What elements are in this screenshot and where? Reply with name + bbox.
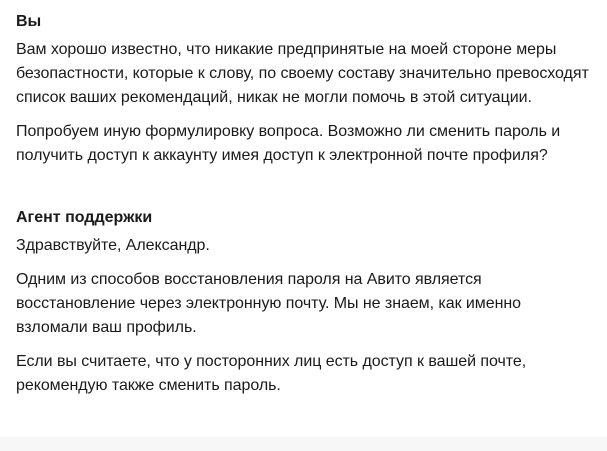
message-user xyxy=(16,10,591,168)
message-author: Вы xyxy=(16,13,42,30)
message-support-agent xyxy=(16,206,591,398)
message-paragraph: Одним из способов восстановления пароля на Авито является восстановление через электронную почту. Мы не знаем, как именно взломали ваш профиль. xyxy=(16,271,522,336)
message-paragraph: Если вы считаете, что у посторонних лиц есть доступ к вашей почте, рекомендую также сменить пароль. xyxy=(16,353,527,394)
message-author: Агент поддержки xyxy=(16,209,153,226)
bottom-strip xyxy=(0,437,607,451)
message-paragraph: Попробуем иную формулировку вопроса. Возможно ли сменить пароль и получить доступ к аккаунту имея доступ к электронной почте профиля? xyxy=(16,123,561,164)
message-paragraph: Вам хорошо известно, что никакие предпринятые на моей стороне меры безопастности, которые к слову, по своему составу значительно превосходят список ваших рекомендаций, никак не могли помочь в этой ситуации. xyxy=(16,41,589,106)
message-paragraph: Здравствуйте, Александр. xyxy=(16,237,210,254)
